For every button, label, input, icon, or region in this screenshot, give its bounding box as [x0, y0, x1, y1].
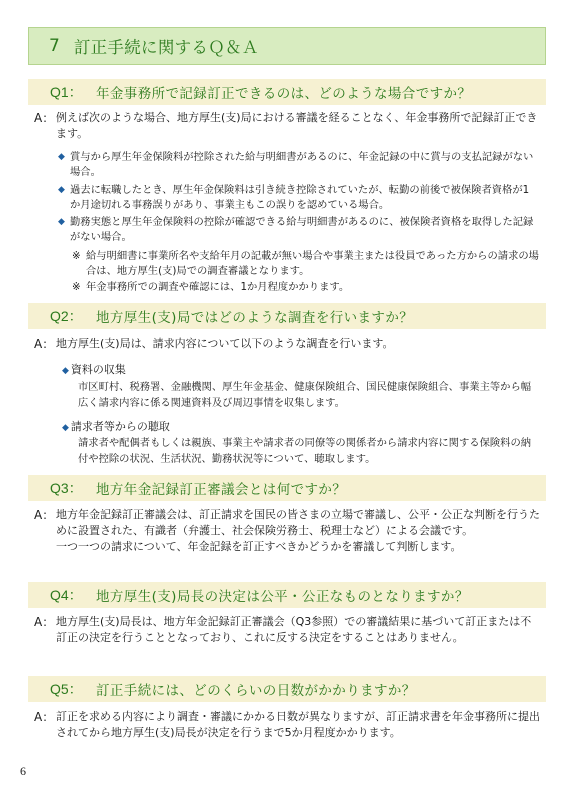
question-bar-q3	[28, 475, 546, 501]
question-text: 地方年金記録訂正審議会とは何ですか？	[96, 482, 347, 498]
question-text: 年金事務所で記録訂正できるのは、どのような場合ですか？	[96, 86, 472, 102]
answer-label: A：	[34, 111, 55, 125]
bullet-text: 勤務実態と厚生年金保険料の控除が確認できる給与明細書があるのに、被保険者資格を取得した記録がない場合。	[70, 216, 534, 243]
answer-q4	[34, 614, 542, 646]
answer-q3	[34, 507, 542, 555]
diamond-icon: ◆	[58, 185, 65, 195]
question-text: 地方厚生(支)局長の決定は公平・公正なものとなりますか？	[96, 589, 469, 605]
page-number: 6	[20, 764, 26, 778]
answer-text: 例えば次のような場合、地方厚生(支)局における審議を経ることなく、年金事務所で記録訂正できます。	[56, 111, 538, 140]
note-text: 年金事務所での調査や確認には、1か月程度かかります。	[86, 281, 350, 293]
diamond-icon: ◆	[58, 152, 65, 162]
subheading-text: 請求者等からの聴取	[70, 420, 170, 433]
answer-q1	[34, 110, 542, 142]
note-item	[72, 280, 542, 295]
question-number: Q5：	[50, 681, 83, 697]
answer-text: 訂正を求める内容により調査・審議にかかる日数が異なりますが、訂正請求書を年金事務所に提出されてから地方厚生(支)局長が決定を行うまで5か月程度かかります。	[56, 710, 540, 739]
section-number: 7	[49, 36, 60, 56]
section-title: 訂正手続に関するＱ＆Ａ	[73, 38, 259, 57]
bullet-item	[58, 150, 538, 180]
bullet-text: 過去に転職したとき、厚生年金保険料は引き続き控除されていたが、転勤の前後で被保険者資格が1か月途切れる事務誤りがあり、事業主もこの誤りを認めている場合。	[70, 184, 530, 211]
diamond-icon: ◆	[62, 366, 69, 376]
question-text: 訂正手続には、どのくらいの日数がかかりますか？	[96, 683, 416, 699]
answer-label: A：	[34, 710, 55, 724]
question-text: 地方厚生(支)局ではどのような調査を行いますか？	[96, 310, 414, 326]
question-bar-q2	[28, 303, 546, 329]
subheading-body: 請求者や配偶者もしくは親族、事業主や請求者の同僚等の関係者から請求内容に関する保険料の納付や控除の状況、生活状況、勤務状況等について、聴取します。	[78, 437, 532, 465]
question-number: Q2：	[50, 308, 83, 324]
answer-text: 地方年金記録訂正審議会は、訂正請求を国民の皆さまの立場で審議し、公平・公正な判断を行うために設置された、有識者（弁護士、社会保険労務士、税理士など）による会議です。	[56, 508, 540, 537]
answer-q2	[34, 336, 542, 352]
question-bar-q1	[28, 79, 546, 105]
subheading	[62, 362, 126, 379]
question-number: Q4：	[50, 587, 83, 603]
question-bar-q4	[28, 582, 546, 608]
subheading-text: 資料の収集	[70, 363, 126, 376]
answer-text: 地方厚生(支)局長は、地方年金記録訂正審議会（Q3参照）での審議結果に基づいて訂正または不訂正の決定を行うこととなっており、これに反する決定をすることはありません。	[56, 615, 532, 644]
answer-q5	[34, 709, 542, 741]
answer-label: A：	[34, 508, 55, 522]
section-header	[28, 27, 546, 65]
note-item	[72, 249, 542, 279]
question-number: Q1：	[50, 84, 83, 100]
bullet-text: 賞与から厚生年金保険料が控除された給与明細書があるのに、年金記録の中に賞与の支払記録がない場合。	[70, 151, 534, 178]
question-number: Q3：	[50, 480, 83, 496]
diamond-icon: ◆	[58, 217, 65, 227]
note-mark: ※	[72, 250, 81, 262]
note-text: 給与明細書に事業所名や支給年月の記載が無い場合や事業主または役員であった方からの請求の場合は、地方厚生(支)局での調査審議となります。	[86, 250, 539, 277]
answer-label: A：	[34, 337, 55, 351]
note-mark: ※	[72, 281, 81, 293]
bullet-item	[58, 183, 538, 213]
answer-label: A：	[34, 615, 55, 629]
answer-text-2: 一つ一つの請求について、年金記録を訂正すべきかどうかを審議して判断します。	[56, 540, 462, 553]
question-bar-q5	[28, 676, 546, 702]
answer-text: 地方厚生(支)局は、請求内容について以下のような調査を行います。	[56, 337, 394, 350]
subheading-body: 市区町村、税務署、金融機関、厚生年金基金、健康保険組合、国民健康保険組合、事業主等から幅広く請求内容に係る関連資料及び周辺事情を収集します。	[78, 381, 532, 409]
subheading	[62, 419, 170, 436]
bullet-item	[58, 215, 538, 245]
diamond-icon: ◆	[62, 423, 69, 433]
